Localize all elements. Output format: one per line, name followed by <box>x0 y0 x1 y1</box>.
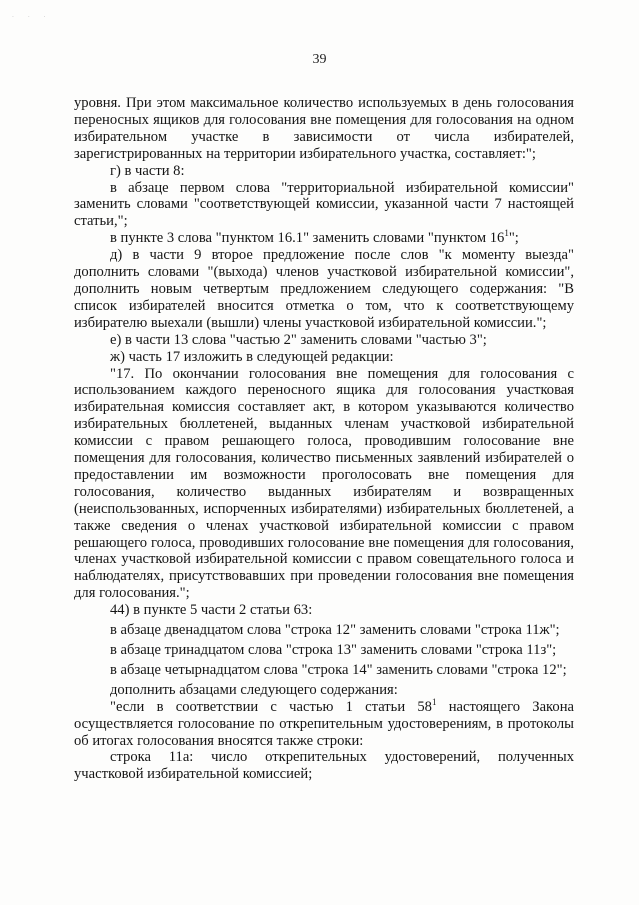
paragraph: г) в части 8: <box>110 162 185 179</box>
paragraph: в абзаце первом слова "территориальной избирательной комиссии" заменить словами "соответствующей комиссии, указанной части 7 настоящей статьи,"; <box>74 179 574 230</box>
paragraph: е) в части 13 слова "частью 2" заменить словами "частью 3"; <box>110 331 487 348</box>
paragraph: д) в части 9 второе предложение после слов "к моменту выезда" дополнить словами "(выхода) членов участковой избирательной комиссии", дополнить новым четвертым предложением следующего содержания: "В список избирателей вносится отметка о том, что к соответствующему избирателю выехали (вышли) члены участковой избирательной комиссии."; <box>74 247 574 331</box>
document-body <box>74 95 574 783</box>
paragraph-text: настоящего Закона осуществляется голосование по открепительным удостоверениям, в протоколы об итогах голосования вносятся также строки: <box>74 698 574 749</box>
paragraph: уровня. При этом максимальное количество используемых в день голосования переносных ящиков для голосования вне помещения для голосования на одном избирательном участке в зависимости от числа избирателей, зарегистрированных на территории избирательного участка, составляет:"; <box>74 95 574 162</box>
paragraph: дополнить абзацами следующего содержания: <box>110 681 398 698</box>
paragraph: в абзаце двенадцатом слова "строка 12" заменить словами "строка 11ж"; <box>110 622 560 639</box>
paragraph: в абзаце четырнадцатом слова "строка 14" заменить словами "строка 12"; <box>110 661 567 678</box>
paragraph-text: "если в соответствии с частью 1 статьи 58 <box>110 698 432 715</box>
page-number: 39 <box>312 52 327 67</box>
superscript: 1 <box>504 228 509 239</box>
paragraph: 44) в пункте 5 части 2 статьи 63: <box>110 602 313 619</box>
paragraph: строка 11а: число открепительных удостоверений, полученных участковой избирательной комиссией; <box>74 749 574 783</box>
paragraph-text: в пункте 3 слова "пунктом 16.1" заменить словами "пунктом 16 <box>110 230 505 247</box>
paragraph: ж) часть 17 изложить в следующей редакции: <box>110 348 394 365</box>
paragraph-text: "; <box>508 230 519 247</box>
superscript: 1 <box>431 696 437 707</box>
paragraph: "17. По окончании голосования вне помещения для голосования с использованием каждого переносного ящика для голосования участковая избирательная комиссия составляет акт, в котором указываются количество избирательных бюллетеней, выданных членам участковой избирательной комиссии с правом решающего голоса, проводившим голосование вне помещения для голосования, количество письменных заявлений избирателей о предоставлении им возможности проголосовать вне помещения для голосования, количество выданных избирателям и возвращенных (неиспользованных, испорченных избирателями) избирательных бюллетеней, а также сведения о членах участковой избирательной комиссии с правом решающего голоса, проводивших голосование вне помещения для голосования, членах участковой избирательной комиссии с правом совещательного голоса и наблюдателях, присутствовавших при проведении голосования вне помещения для голосования."; <box>74 365 574 602</box>
paragraph: в абзаце тринадцатом слова "строка 13" заменить словами "строка 11з"; <box>110 642 557 658</box>
paragraph <box>74 696 574 750</box>
paragraph <box>74 230 574 247</box>
scan-specks: · · · <box>12 14 52 21</box>
